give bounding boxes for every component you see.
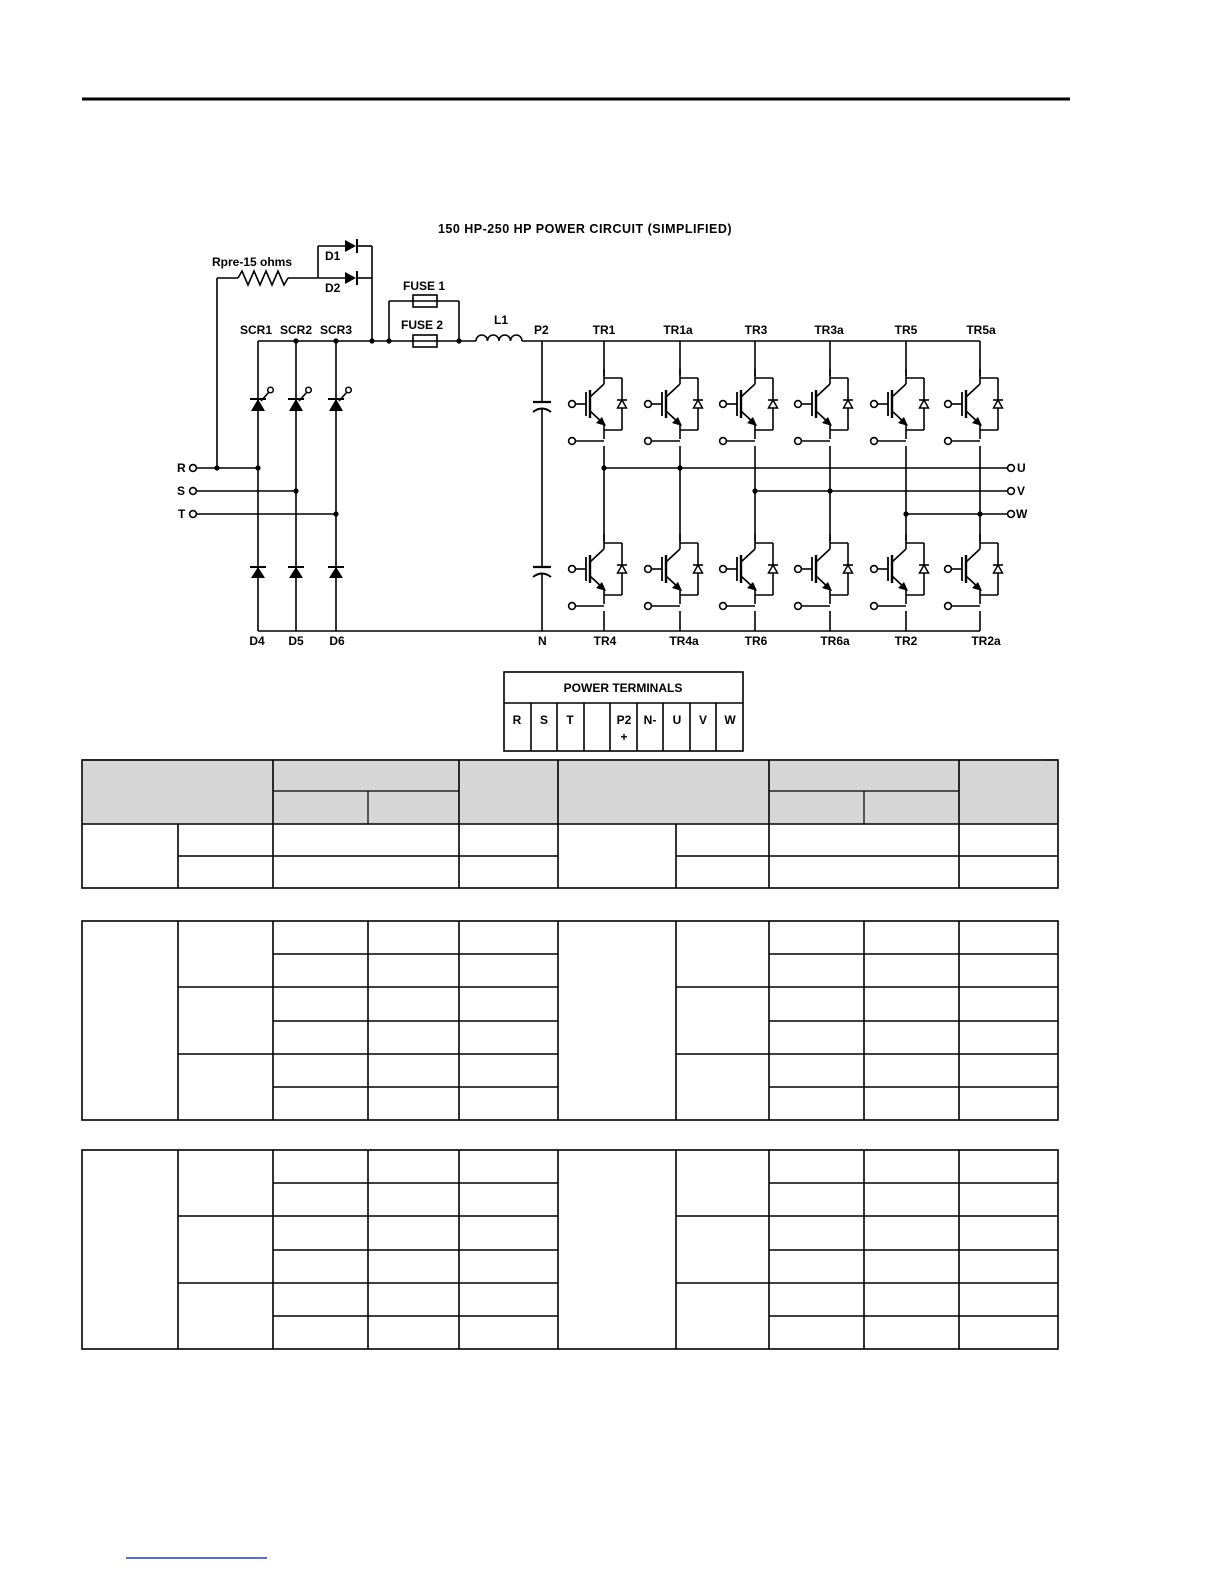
tr6a-label: TR6a [820, 634, 850, 648]
fuse1-label: FUSE 1 [403, 279, 446, 293]
table-grid-3 [82, 1150, 1058, 1349]
diagram-title: 150 HP-250 HP POWER CIRCUIT (SIMPLIFIED) [437, 222, 733, 236]
tr1a-label: TR1a [663, 323, 693, 337]
terminal-u: U [672, 713, 682, 727]
d1-label: D1 [325, 249, 341, 263]
tr5a-label: TR5a [966, 323, 996, 337]
tr3-label: TR3 [744, 323, 768, 337]
motor-output-terminals [1008, 465, 1015, 518]
tr2a-label: TR2a [971, 634, 1001, 648]
input-s-label: S [177, 484, 186, 498]
input-r-label: R [177, 461, 186, 475]
table-header-grid [82, 760, 1058, 888]
terminal-w: W [724, 713, 736, 727]
input-t-label: T [178, 507, 186, 521]
output-u-label: U [1017, 461, 1026, 475]
scr3-label: SCR3 [320, 323, 353, 337]
rectifier-diode-symbols [250, 567, 344, 578]
circuit-wiring [196, 246, 1008, 631]
line-input-terminals [190, 465, 197, 518]
terminal-n: N- [643, 713, 657, 727]
tr4a-label: TR4a [669, 634, 699, 648]
rpre-label: Rpre-15 ohms [212, 255, 293, 269]
table-grid-2 [82, 921, 1058, 1120]
d6-label: D6 [329, 634, 345, 648]
terminal-r: R [512, 713, 522, 727]
tr2-label: TR2 [894, 634, 918, 648]
terminal-p2: P2 [616, 713, 632, 727]
tr5-label: TR5 [894, 323, 918, 337]
p2-label: P2 [534, 323, 549, 337]
terminal-t: T [566, 713, 574, 727]
tr3a-label: TR3a [814, 323, 844, 337]
scr2-label: SCR2 [280, 323, 313, 337]
junction-dots [214, 338, 982, 516]
output-w-label: W [1016, 507, 1028, 521]
n-label: N [538, 634, 547, 648]
terminal-s: S [539, 713, 549, 727]
d4-label: D4 [249, 634, 265, 648]
d2-label: D2 [325, 281, 341, 295]
power-terminals-block [504, 672, 743, 751]
output-v-label: V [1017, 484, 1026, 498]
scr1-label: SCR1 [240, 323, 273, 337]
igbt-symbols [569, 369, 1003, 609]
tr6-label: TR6 [744, 634, 768, 648]
tr4-label: TR4 [593, 634, 617, 648]
tr1-label: TR1 [592, 323, 616, 337]
power-terminals-title: POWER TERMINALS [563, 681, 683, 695]
terminal-p2-plus: + [620, 730, 628, 744]
terminal-v: V [698, 713, 708, 727]
fuse2-label: FUSE 2 [401, 318, 444, 332]
precharge-diodes [345, 239, 357, 285]
l1-label: L1 [494, 313, 509, 327]
d5-label: D5 [288, 634, 304, 648]
